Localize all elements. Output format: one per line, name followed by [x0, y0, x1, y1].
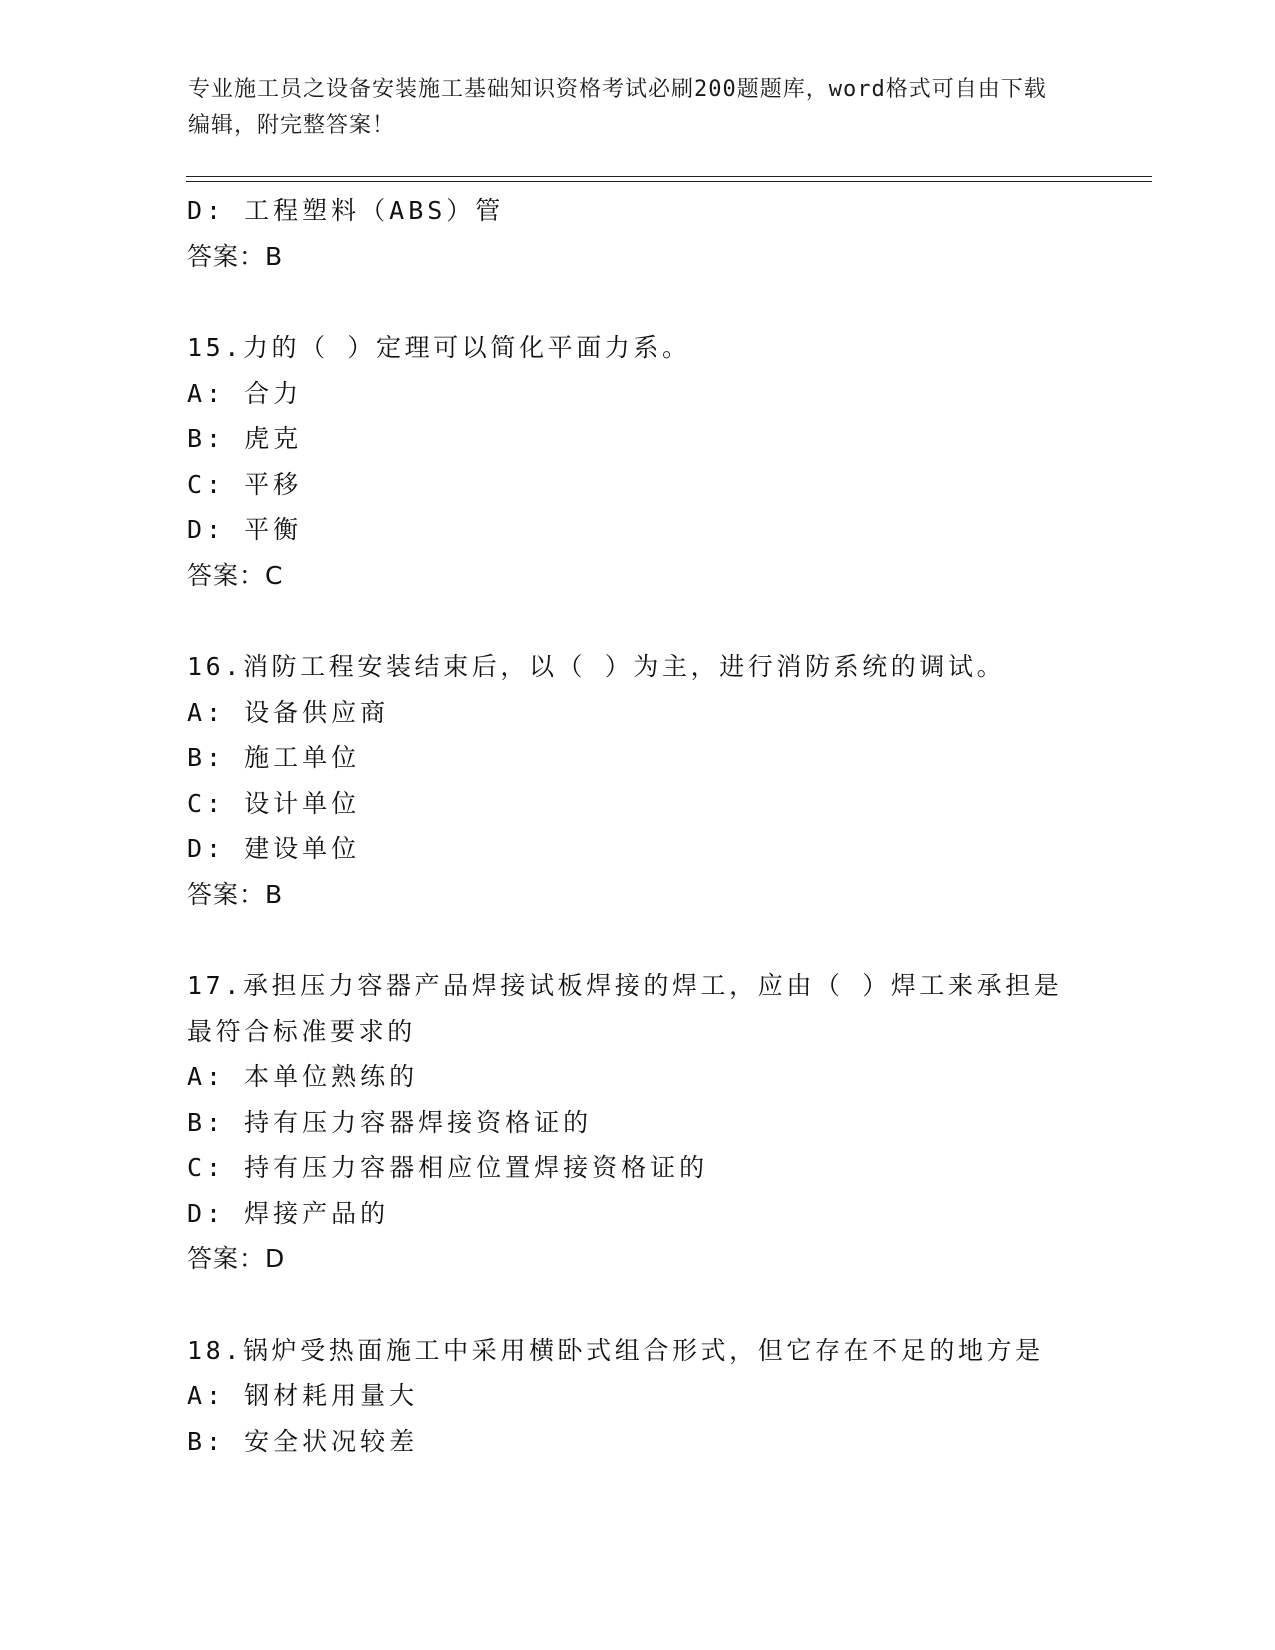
question-stem: 18.锅炉受热面施工中采用横卧式组合形式，但它存在不足的地方是	[187, 1335, 1044, 1365]
answer: 答案：B	[187, 241, 284, 271]
question-17	[187, 963, 1147, 1282]
option-c: C: 持有压力容器相应位置焊接资格证的	[187, 1153, 709, 1182]
question-14-tail	[187, 188, 1147, 279]
option-b: B: 持有压力容器焊接资格证的	[187, 1107, 593, 1137]
option-b: B: 施工单位	[187, 743, 361, 772]
header-title: 专业施工员之设备安装施工基础知识资格考试必刷200题题库，word格式可自由下载编辑，附完整答案！	[188, 77, 1047, 138]
option-b: B: 安全状况较差	[187, 1426, 419, 1456]
question-stem: 15.力的（ ）定理可以简化平面力系。	[187, 333, 691, 362]
option-c: C: 平移	[187, 469, 303, 499]
option-c: C: 设计单位	[187, 788, 361, 818]
header-divider-bottom	[186, 181, 1152, 182]
answer: 答案：D	[187, 1244, 286, 1273]
option-a: A: 合力	[187, 378, 303, 408]
option-d: D: 平衡	[187, 515, 303, 544]
option-b: B: 虎克	[187, 424, 303, 453]
question-stem: 17.承担压力容器产品焊接试板焊接的焊工，应由（ ）焊工来承担是最符合标准要求的	[187, 971, 1063, 1046]
document-header	[188, 72, 1068, 144]
option-a: A: 设备供应商	[187, 697, 390, 727]
header-divider-top	[186, 176, 1152, 177]
option-d: D: 工程塑料（ABS）管	[187, 196, 505, 225]
answer: 答案：B	[187, 879, 284, 909]
document-body	[187, 188, 1147, 1464]
question-16	[187, 644, 1147, 917]
question-15	[187, 325, 1147, 598]
option-a: A: 钢材耗用量大	[187, 1381, 419, 1410]
question-stem: 16.消防工程安装结束后，以（ ）为主，进行消防系统的调试。	[187, 652, 1006, 681]
option-a: A: 本单位熟练的	[187, 1062, 419, 1091]
question-18	[187, 1328, 1147, 1465]
option-d: D: 建设单位	[187, 834, 361, 863]
answer: 答案：C	[187, 560, 284, 590]
option-d: D: 焊接产品的	[187, 1198, 390, 1228]
